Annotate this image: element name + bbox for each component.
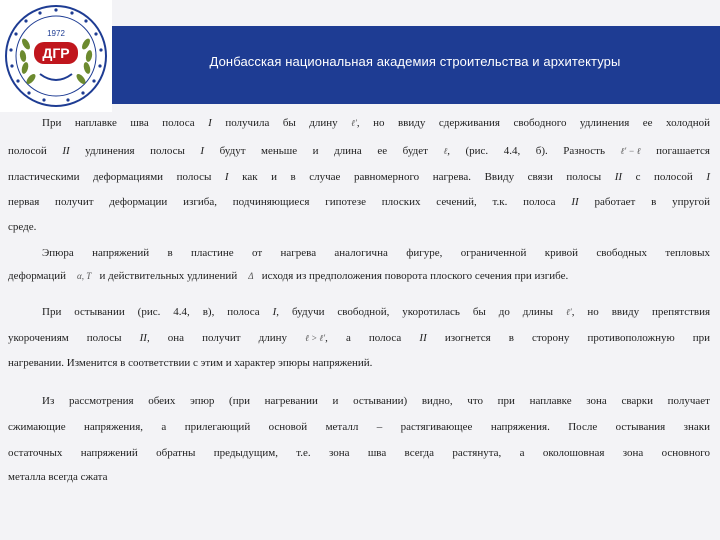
p4-line-3: остаточных напряжений обратны предыдущим, т.е. зона шва всегда растянута, а околошовная зона основного bbox=[8, 447, 710, 459]
logo-year: 1972 bbox=[47, 29, 65, 38]
p3-line-2: укорочениям полосы II, она получит длину ℓ > ℓ′, а полоса II изогнется в сторону противоположную при bbox=[8, 332, 711, 344]
formula-delta: Δ bbox=[248, 271, 254, 281]
p1-line-2: полосой II удлинения полосы I будут меньше и длина ее будет ℓ, (рис. 4.4, б). Разность ℓ′ − ℓ погашается bbox=[8, 145, 710, 157]
p1-line-1: При наплавке шва полоса I получила бы длину ℓ′, но ввиду сдерживания свободного удлинения ее холодной bbox=[42, 117, 711, 129]
formula-l-prime: ℓ′ bbox=[351, 118, 357, 128]
header-band bbox=[110, 26, 720, 104]
p2-line-1: Эпюра напряжений в пластине от нагрева аналогична фигуре, ограниченной кривой свободных тепловых bbox=[42, 247, 710, 259]
p4-line-2: сжимающие напряжения, а прилегающий основой металл – растягивающее напряжения. После остывания знаки bbox=[8, 421, 710, 433]
header-title: Донбасская национальная академия строительства и архитектуры bbox=[209, 54, 621, 69]
p4-line-4: металла всегда сжата bbox=[8, 471, 108, 483]
formula-difference: ℓ′ − ℓ bbox=[620, 146, 641, 156]
formula-inequality: ℓ > ℓ′ bbox=[305, 333, 326, 343]
formula-l-prime-cool: ℓ′ bbox=[565, 307, 572, 317]
p1-line-4: первая получит деформации изгиба, подчиняющиеся гипотезе плоских сечений, т.к. полоса II работает в упругой bbox=[8, 196, 710, 208]
p1-line-5: среде. bbox=[8, 221, 37, 233]
p4-line-1: Из рассмотрения обеих эпюр (при нагревании и остывании) видно, что при наплавке зона сварки получает bbox=[42, 395, 710, 407]
formula-l: ℓ bbox=[443, 146, 448, 156]
logo-emblem: ДГР bbox=[42, 45, 70, 61]
academy-logo bbox=[0, 0, 112, 112]
formula-alpha-t: α, T bbox=[77, 271, 92, 281]
p2-line-2: деформаций α, T и действительных удлинений Δ исходя из предположения поворота плоского сечения при изгибе. bbox=[8, 270, 569, 282]
p3-line-1: При остывании (рис. 4.4, в), полоса I, будучи свободной, укоротилась бы до длины ℓ′, но ввиду препятствия bbox=[42, 306, 711, 318]
p3-line-3: нагревании. Изменится в соответствии с этим и характер эпюры напряжений. bbox=[8, 357, 373, 369]
p1-line-3: пластическими деформациями полосы I как и в случае равномерного нагрева. Ввиду связи полосы II с полосой I bbox=[8, 171, 711, 183]
